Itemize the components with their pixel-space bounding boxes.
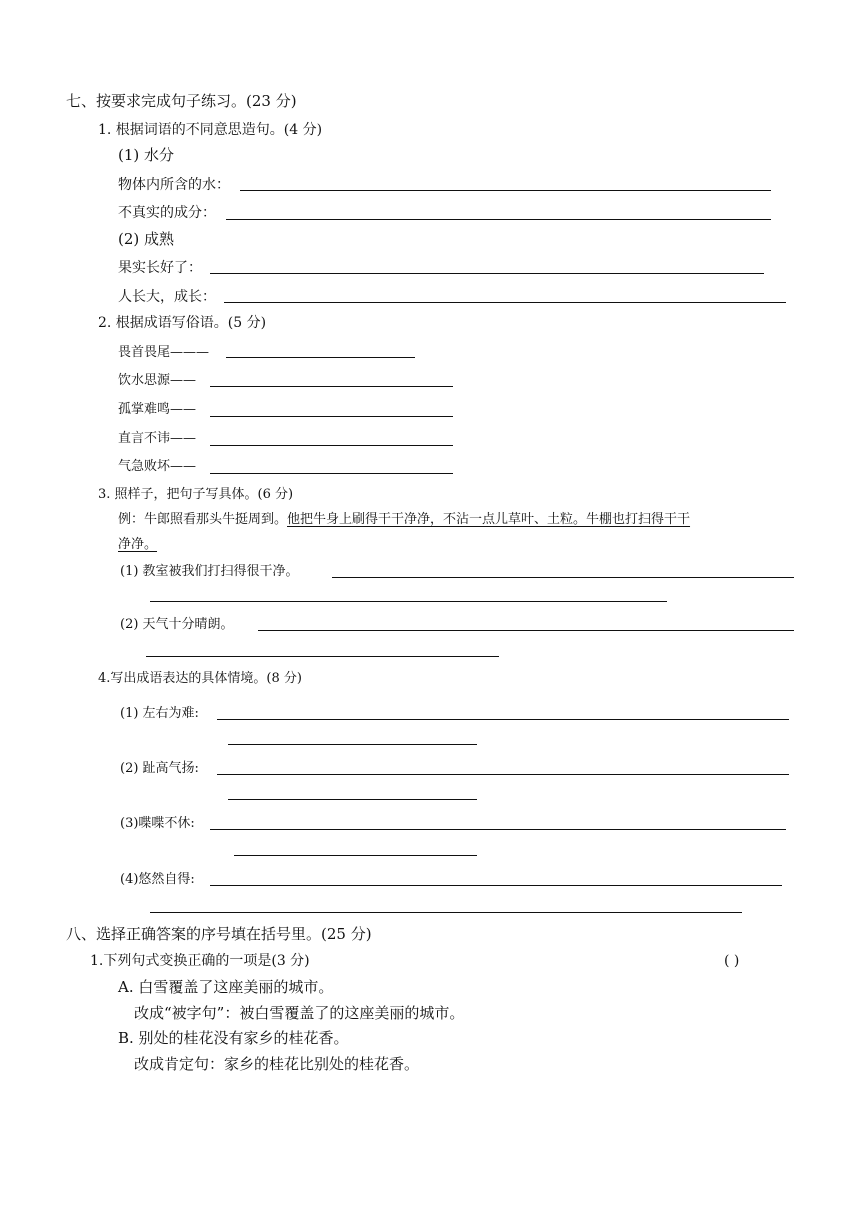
q2-title: 2. 根据成语写俗语。(5 分) — [98, 315, 267, 331]
answer-line[interactable] — [210, 416, 453, 417]
q3-example-underlined: 他把牛身上刷得干干净净，不沾一点儿草叶、土粒。牛棚也打扫得干干 — [287, 512, 691, 527]
q1-part2-a-label: 果实长好了： — [118, 260, 202, 276]
answer-line[interactable] — [150, 912, 742, 913]
option-b-change: 改成肯定句：家乡的桂花比别处的桂花香。 — [134, 1055, 420, 1073]
q3-title: 3. 照样子，把句子写具体。(6 分) — [98, 487, 294, 502]
q2-item-2: 饮水思源—— — [118, 373, 197, 388]
q2-item-3: 孤掌难鸣—— — [118, 402, 197, 417]
q3-example-underlined-cont: 净净。 — [118, 537, 158, 552]
q1-title: 1. 根据词语的不同意思造句。(4 分) — [98, 122, 323, 138]
q3-example — [118, 513, 690, 526]
q1-part1-label: (1) 水分 — [118, 146, 175, 164]
answer-line[interactable] — [217, 774, 789, 775]
answer-line[interactable] — [210, 386, 453, 387]
q4-item-3: (3)喋喋不休: — [120, 816, 195, 831]
answer-line[interactable] — [258, 630, 794, 631]
q3-example-prefix: 例：牛郎照看那头牛挺周到。 — [118, 512, 288, 527]
answer-bracket[interactable]: ( ) — [724, 953, 740, 969]
answer-line[interactable] — [332, 577, 794, 578]
q2-item-1: 畏首畏尾——— — [118, 345, 210, 360]
option-a: A. 白雪覆盖了这座美丽的城市。 — [118, 978, 334, 996]
q1-part1-b-label: 不真实的成分： — [118, 205, 216, 221]
answer-line[interactable] — [226, 219, 771, 220]
answer-line[interactable] — [150, 601, 667, 602]
answer-line[interactable] — [217, 719, 789, 720]
answer-line[interactable] — [210, 829, 786, 830]
q1-part1-a-label: 物体内所含的水： — [118, 177, 230, 193]
answer-line[interactable] — [228, 799, 477, 800]
answer-line[interactable] — [210, 273, 764, 274]
answer-line[interactable] — [240, 190, 771, 191]
answer-line[interactable] — [146, 656, 499, 657]
option-b: B. 别处的桂花没有家乡的桂花香。 — [118, 1029, 349, 1047]
q4-title: 4.写出成语表达的具体情境。(8 分) — [98, 671, 302, 686]
section-7-title: 七、按要求完成句子练习。(23 分) — [66, 92, 297, 110]
answer-line[interactable] — [234, 855, 477, 856]
answer-line[interactable] — [210, 885, 782, 886]
q2-item-5: 气急败坏—— — [118, 459, 197, 474]
answer-line[interactable] — [224, 302, 786, 303]
section-8-title: 八、选择正确答案的序号填在括号里。(25 分) — [66, 925, 372, 943]
s8-q1-title: 1.下列句式变换正确的一项是(3 分) — [90, 953, 310, 969]
q4-item-4: (4)悠然自得: — [120, 872, 195, 887]
q1-part2-b-label: 人长大，成长： — [118, 289, 216, 305]
answer-line[interactable] — [226, 357, 415, 358]
answer-line[interactable] — [228, 744, 477, 745]
q1-part2-label: (2) 成熟 — [118, 230, 175, 248]
q3-sentence-1: (1) 教室被我们打扫得很干净。 — [120, 564, 299, 579]
answer-line[interactable] — [210, 445, 453, 446]
answer-line[interactable] — [210, 473, 453, 474]
option-a-change: 改成“被字句”：被白雪覆盖了的这座美丽的城市。 — [134, 1004, 465, 1022]
q3-sentence-2: (2) 天气十分晴朗。 — [120, 617, 234, 632]
q2-item-4: 直言不讳—— — [118, 431, 197, 446]
q4-item-1: (1) 左右为难: — [120, 706, 199, 721]
q4-item-2: (2) 趾高气扬: — [120, 761, 199, 776]
